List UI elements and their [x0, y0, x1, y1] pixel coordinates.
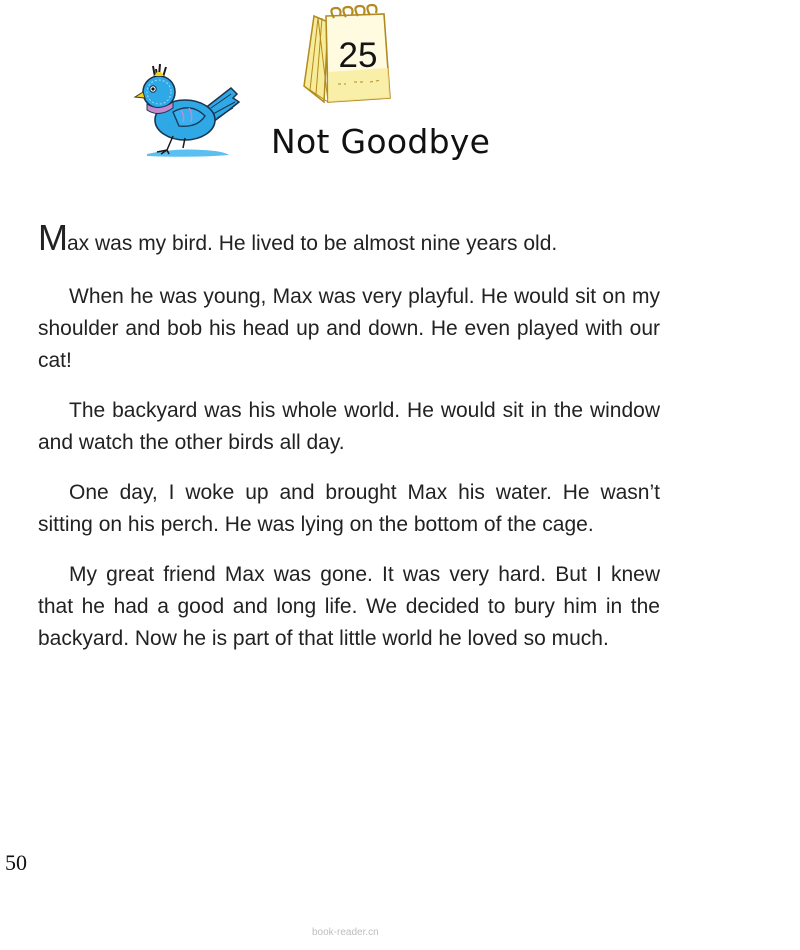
- story-paragraph-4: One day, I woke up and brought Max his water. He wasn’t sitting on his perch. He was lying on the bottom of the cage.: [38, 481, 660, 536]
- first-paragraph-text: ax was my bird. He lived to be almost nine years old.: [67, 232, 558, 255]
- watermark: book-reader.cn: [312, 927, 379, 938]
- story-paragraph-1: [38, 217, 660, 260]
- story-title: Not Goodbye: [271, 122, 491, 161]
- chapter-number: 25: [338, 36, 378, 75]
- story-paragraph-3: The backyard was his whole world. He would sit in the window and watch the other birds all day.: [38, 399, 660, 454]
- page-number: 50: [5, 850, 27, 875]
- story-paragraph-5: My great friend Max was gone. It was very hard. But I knew that he had a good and long life. We decided to bury him in the backyard. Now he is part of that little world he loved so much.: [38, 563, 660, 650]
- story-body: [38, 217, 660, 673]
- story-paragraph-2: When he was young, Max was very playful. He would sit on my shoulder and bob his head up and down. He even played with our cat!: [38, 285, 660, 372]
- drop-cap: M: [38, 217, 67, 258]
- bird-illustration-icon: [133, 64, 243, 160]
